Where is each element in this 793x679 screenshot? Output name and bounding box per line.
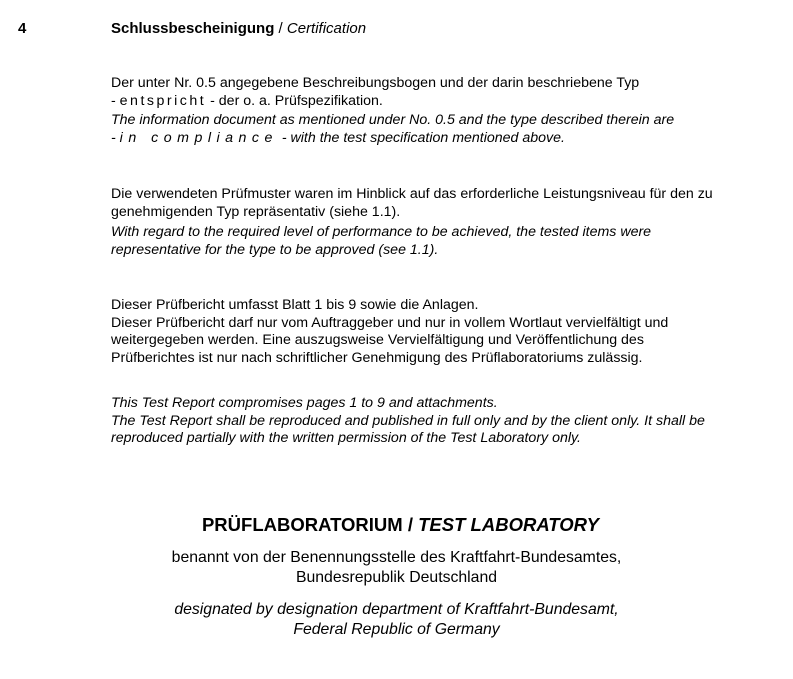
report-de-paragraph [111, 297, 771, 367]
conformity-de-paragraph [111, 75, 771, 110]
report-de-line1: Dieser Prüfbericht umfasst Blatt 1 bis 9 sowie die Anlagen. [111, 297, 479, 313]
laboratory-de-line1: benannt von der Benennungsstelle des Kraftfahrt-Bundesamtes, [171, 549, 622, 566]
samples-de-line1: Die verwendeten Prüfmuster waren im Hinblick auf das erforderliche Leistungsniveau für den zu [111, 186, 713, 202]
samples-en-line1: With regard to the required level of performance to be achieved, the tested items were [111, 224, 652, 240]
samples-de-line2: genehmigenden Typ repräsentativ (siehe 1.1). [111, 203, 401, 220]
conformity-en-dash: - [111, 129, 120, 146]
conformity-en-keyword: in compliance [119, 129, 278, 146]
report-en-line3: reproduced partially with the written permission of the Test Laboratory only. [111, 430, 582, 446]
conformity-de-dash: - [111, 92, 120, 109]
samples-de-paragraph [111, 186, 771, 221]
laboratory-title-separator: / [402, 514, 419, 535]
conformity-de-line2-rest: der o. a. Prüfspezifikation. [218, 92, 383, 109]
samples-en-line2: representative for the type to be approved (see 1.1). [111, 241, 439, 258]
conformity-de-dash-2: - [206, 92, 219, 109]
report-scope-en [111, 395, 771, 448]
conformity-de-keyword: entspricht [119, 92, 207, 109]
laboratory-title-de: PRÜFLABORATORIUM [201, 514, 403, 535]
section-title [111, 20, 366, 38]
laboratory-designation-de [0, 548, 793, 588]
samples-en-paragraph [111, 224, 771, 259]
laboratory-designation-en [0, 600, 793, 640]
report-scope-de [111, 297, 771, 367]
report-en-paragraph [111, 395, 771, 448]
laboratory-en-line1: designated by designation department of Kraftfahrt-Bundesamt, [174, 601, 619, 618]
laboratory-title [0, 514, 793, 536]
section-number: 4 [18, 20, 27, 37]
report-en-line1: This Test Report compromises pages 1 to 9 and attachments. [111, 395, 498, 411]
samples-statement [111, 186, 771, 259]
report-en-line2: The Test Report shall be reproduced and published in full only and by the client only. It shall be [111, 412, 705, 429]
report-de-line3: weitergegeben werden. Eine auszugsweise Vervielfältigung und Veröffentlichung des [111, 332, 644, 348]
section-title-en: Certification [286, 20, 367, 37]
report-de-line2: Dieser Prüfbericht darf nur vom Auftraggeber und nur in vollem Wortlaut vervielfältigt und [111, 314, 669, 331]
conformity-en-line2-rest: - with the test specification mentioned above. [277, 129, 565, 146]
conformity-statement [111, 75, 771, 147]
conformity-de-line1: Der unter Nr. 0.5 angegebene Beschreibungsbogen und der darin beschriebene Typ [111, 75, 640, 91]
report-de-line4: Prüfberichtes ist nur nach schriftlicher Genehmigung des Prüflaboratoriums zulässig. [111, 349, 643, 366]
conformity-en-line1: The information document as mentioned under No. 0.5 and the type described therein are [111, 112, 675, 128]
laboratory-de-line2: Bundesrepublik Deutschland [295, 569, 498, 586]
laboratory-en-line2: Federal Republic of Germany [293, 621, 500, 638]
laboratory-title-en: TEST LABORATORY [418, 514, 600, 535]
section-title-separator: / [274, 20, 287, 37]
section-title-de: Schlussbescheinigung [111, 20, 275, 37]
conformity-en-paragraph [111, 112, 771, 147]
